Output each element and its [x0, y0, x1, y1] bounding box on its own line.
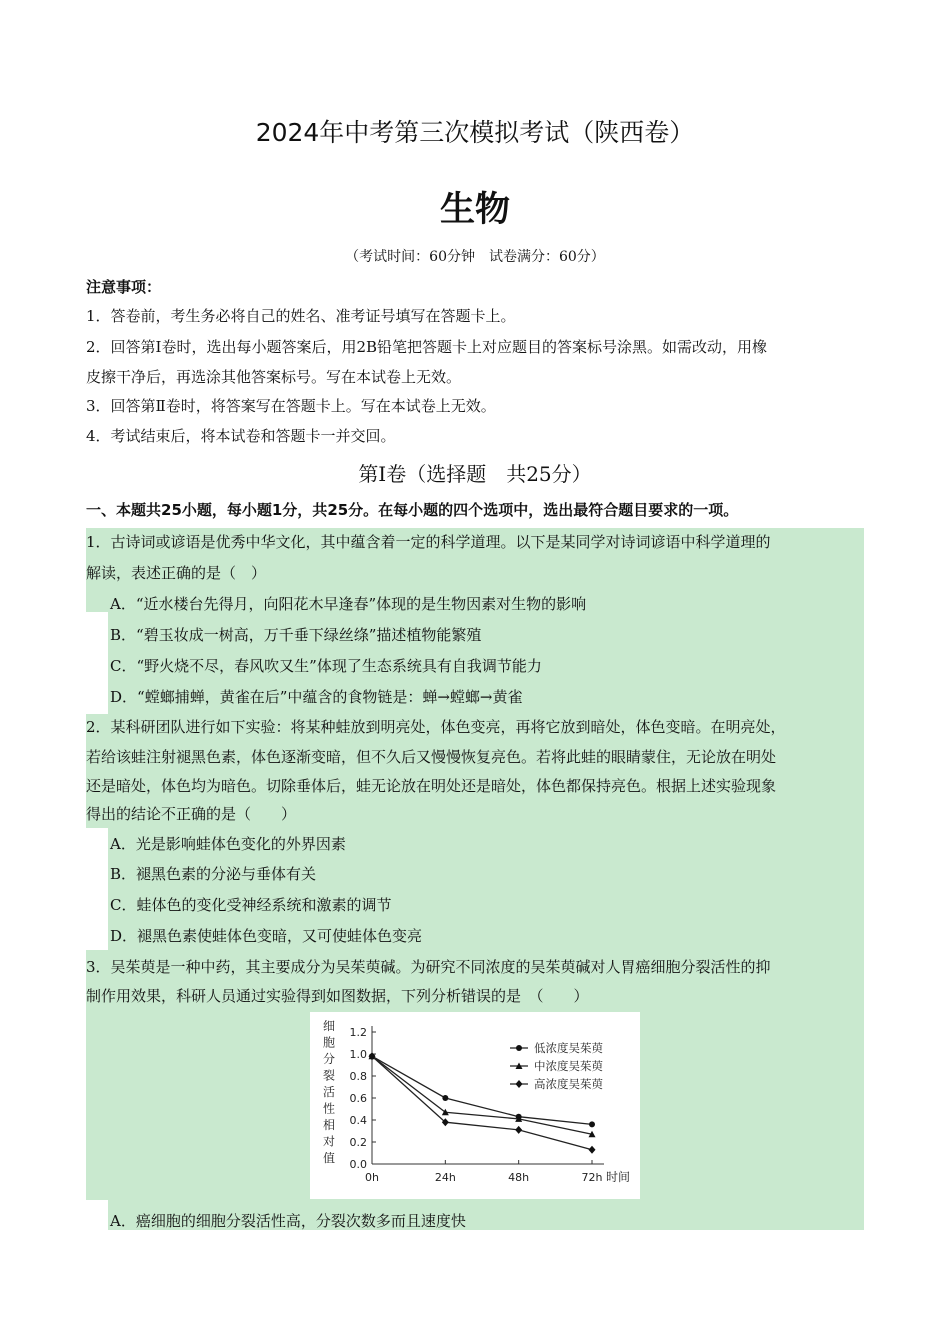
- x-axis-label: 时间: [606, 1170, 631, 1184]
- y-tick-label: 0.6: [349, 1092, 367, 1105]
- question-1-option-b: B．“碧玉妆成一树高，万千垂下绿丝绦”描述植物能繁殖: [110, 626, 482, 644]
- y-axis-label: 活: [322, 1085, 336, 1099]
- notice-item: 4．考试结束后，将本试卷和答题卡一并交回。: [86, 427, 396, 445]
- question-3-stem: 3．吴茱萸是一种中药，其主要成分为吴茱萸碱。为研究不同浓度的吴茱萸碱对人胃癌细胞分裂活性的抑: [86, 958, 771, 976]
- y-axis-label: 胞: [322, 1035, 336, 1050]
- question-2-option-c: C．蛙体色的变化受神经系统和激素的调节: [110, 896, 392, 914]
- y-axis-label: 裂: [322, 1068, 336, 1083]
- y-tick-label: 1.0: [349, 1048, 367, 1061]
- y-tick-label: 0.0: [349, 1158, 367, 1171]
- legend-marker: [516, 1045, 522, 1051]
- y-axis-label: 对: [322, 1134, 336, 1149]
- question-1-option-c: C．“野火烧不尽，春风吹又生”体现了生态系统具有自我调节能力: [110, 657, 542, 675]
- legend-entry: 高浓度吴茱萸: [534, 1077, 603, 1091]
- subject-title: 生物: [439, 190, 510, 230]
- y-axis-label: 值: [322, 1151, 336, 1165]
- y-tick-label: 1.2: [349, 1026, 367, 1039]
- notice-item: 2．回答第Ⅰ卷时，选出每小题答案后，用2B铅笔把答题卡上对应题目的答案标号涂黑。如需改动，用橡: [86, 338, 768, 356]
- exam-title: 2024年中考第三次模拟考试（陕西卷）: [255, 118, 695, 147]
- x-tick-label: 0h: [365, 1171, 379, 1184]
- exam-info: （考试时间：60分钟 试卷满分：60分）: [345, 249, 605, 265]
- question-2-option-d: D．褪黑色素使蛙体色变暗，又可使蛙体色变亮: [110, 927, 423, 945]
- question-1-stem: 1．古诗词或谚语是优秀中华文化，其中蕴含着一定的科学道理。以下是某同学对诗词谚语中科学道理的: [86, 533, 771, 551]
- y-tick-label: 0.2: [349, 1136, 367, 1149]
- question-3-option-a: A．癌细胞的细胞分裂活性高，分裂次数多而且速度快: [110, 1212, 466, 1230]
- question-2-stem: 得出的结论不正确的是（ ）: [86, 805, 297, 823]
- notice-heading: 注意事项：: [86, 278, 162, 296]
- notice-item: 3．回答第Ⅱ卷时，将答案写在答题卡上。写在本试卷上无效。: [86, 397, 496, 415]
- question-3-stem: 制作用效果，科研人员通过实验得到如图数据，下列分析错误的是 （ ）: [86, 987, 589, 1005]
- data-point: [515, 1126, 522, 1134]
- question-2-option-a: A．光是影响蛙体色变化的外界因素: [110, 835, 346, 853]
- question-2-option-b: B．褪黑色素的分泌与垂体有关: [110, 865, 317, 883]
- y-axis-label: 分: [322, 1052, 336, 1066]
- notice-item: 皮擦干净后，再选涂其他答案标号。写在本试卷上无效。: [86, 368, 462, 386]
- question-2-stem: 若给该蛙注射褪黑色素，体色逐渐变暗，但不久后又慢慢恢复亮色。若将此蛙的眼睛蒙住，无论放在明处: [86, 748, 777, 766]
- x-tick-label: 24h: [434, 1171, 456, 1184]
- y-axis-label: 细: [322, 1019, 336, 1033]
- notice-item: 1．答卷前，考生务必将自己的姓名、准考证号填写在答题卡上。: [86, 307, 516, 325]
- y-axis-label: 相: [322, 1118, 336, 1132]
- y-axis-label: 性: [322, 1101, 336, 1116]
- question-2-stem: 2．某科研团队进行如下实验：将某种蛙放到明亮处，体色变亮，再将它放到暗处，体色变暗。在明亮处，: [86, 718, 786, 736]
- x-tick-label: 48h: [508, 1171, 530, 1184]
- data-point: [589, 1146, 596, 1154]
- y-tick-label: 0.4: [349, 1114, 367, 1127]
- legend-entry: 低浓度吴茱萸: [534, 1041, 603, 1055]
- legend-marker: [516, 1080, 523, 1088]
- legend-entry: 中浓度吴茱萸: [534, 1059, 603, 1073]
- chart-figure: [310, 1012, 640, 1199]
- question-1-stem: 解读，表述正确的是（ ）: [86, 564, 267, 582]
- section-title: 第Ⅰ卷（选择题 共25分）: [358, 462, 592, 486]
- data-point: [442, 1095, 448, 1101]
- question-2-stem: 还是暗处，体色均为暗色。切除垂体后，蛙无论放在明处还是暗处，体色都保持亮色。根据上述实验现象: [86, 777, 777, 795]
- line-chart: [310, 1012, 640, 1199]
- x-tick-label: 72h: [581, 1171, 603, 1184]
- question-1-option-d: D．“螳螂捕蝉，黄雀在后”中蕴含的食物链是：蝉→螳螂→黄雀: [110, 688, 523, 706]
- data-point: [589, 1121, 595, 1127]
- question-1-option-a: A．“近水楼台先得月，向阳花木早逢春”体现的是生物因素对生物的影响: [110, 595, 587, 613]
- y-tick-label: 0.8: [349, 1070, 367, 1083]
- section-instruction: 一、本题共25小题，每小题1分，共25分。在每小题的四个选项中，选出最符合题目要求的一项。: [86, 501, 739, 519]
